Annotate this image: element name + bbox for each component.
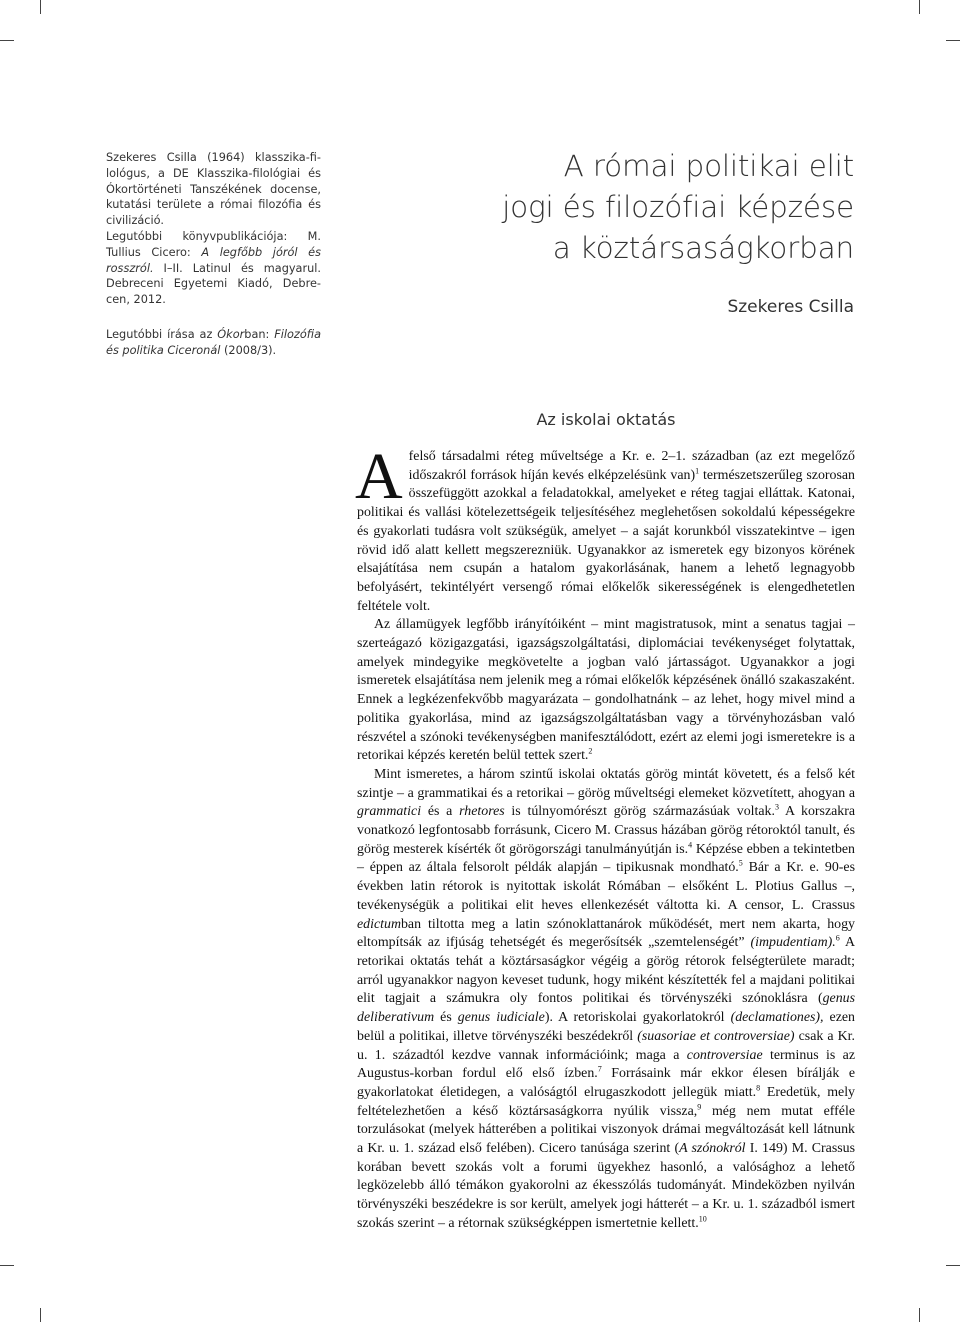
body-text: Bár a Kr. e. 90-es években latin rétorok is nyitottak iskolát Rómában – elsőként L. Plotius Gallus –, tevékenységük a politikai elit heves ellenkezését váltotta ki. A censor, L. Crassus bbox=[357, 860, 855, 913]
body-text: ). A retoriskolai gyakorlatokról bbox=[544, 1010, 731, 1026]
bio-text: I–II. Latinul és magyarul. Debreceni Egyetemi Kiadó, Debre-cen, 2012. bbox=[106, 261, 322, 307]
body-text: I. 149) M. Crassus korában bevett szokás volt a forumi ügyekhez hasonló, a valósághoz a lehető legközelebb álló témákon gyakorolni az ékesszólás tudományát. Mindeközben nyilván törvényszéki beszédekre is sor került, amelyek jogi hátterét – a Kr. u. 1. századból ismert szokás szerint – a rétornak szükségképpen ismertetnie kellett. bbox=[357, 1141, 855, 1231]
latin-term: genus iudiciale bbox=[457, 1010, 545, 1026]
crop-mark bbox=[40, 0, 57, 14]
article-body bbox=[355, 440, 856, 1234]
footnote-ref[interactable]: 4 bbox=[688, 840, 693, 850]
title-line: jogi és filozófiai képzése bbox=[502, 190, 854, 224]
bio-text: Legutóbbi írása az bbox=[106, 327, 213, 341]
body-paragraph bbox=[357, 766, 855, 1234]
crop-mark bbox=[903, 0, 920, 14]
latin-term: edictum bbox=[357, 916, 401, 932]
body-text: A korszakra vonatkozó legfontosabb forrásunk, Cicero M. Crassus házában görög rétoroktól tanult, és görög mesterek kísérték őt görögországi tanulmányútján is. bbox=[357, 804, 856, 857]
body-text: természetszerűleg szorosan összefüggött azokkal a feladatokkal, amelyeket e réteg tagjai elláttak. Katonai, politikai és vallási kötelezettségeik teljesítéséhez meglehetősen sokoldalú képességekre és gyakorlati tudásra volt szükségük, amelyet – a saját korunkból visszatekintve – igen rövid idő alatt kellett megszerezniük. Ugyanakkor az ismeretek egy bizonyos körének elsajátítása nem csupán a hatalom gyakorlásának, hanem a lehető legnagyobb befolyásért, tekintélyért versengő római előkelők sikerességének is elengedhetetlen feltétele volt. bbox=[357, 467, 855, 614]
bio-book-title: A legfőbb jóról és rosszról. bbox=[106, 245, 322, 275]
crop-mark bbox=[0, 40, 14, 57]
crop-mark bbox=[0, 1265, 14, 1282]
title-line: A római politikai elit bbox=[563, 149, 854, 183]
body-text: Eredetük, mely feltételezhetően a késő köztársaságkorra nyúlik vissza, bbox=[357, 1084, 855, 1119]
body-text: és a bbox=[421, 804, 460, 820]
body-text: terminus is az Augustus-korban fordul elő első ízben. bbox=[357, 1047, 855, 1082]
bio-journal: Ókor bbox=[217, 327, 245, 341]
author-bio bbox=[106, 150, 321, 359]
body-text: még nem mutat efféle torzulásokat (melyek hátterében a politikai viszonyok drámai megváltozását kell látnunk a Kr. u. 1. század első felében). Cicero tanúsága szerint ( bbox=[357, 1103, 855, 1157]
footnote-ref[interactable]: 6 bbox=[835, 933, 840, 943]
bio-text: Szekeres Csilla (1964) klasszika-fi-lológus, a DE Klasszika-filológiai és Ókortörténeti Tanszékének docense, kutatási területe a római filozófia és civilizáció. bbox=[106, 151, 321, 228]
bio-text: (2008/3). bbox=[223, 343, 277, 357]
bio-text: ban: bbox=[244, 327, 270, 341]
footnote-ref[interactable]: 1 bbox=[695, 466, 700, 476]
body-paragraph bbox=[357, 616, 855, 766]
body-text: ban tiltotta meg a latin szónoklattanárok működését, mert nem akarta, hogy eltompítsák az ifjúság tehetségét és megerősítsék „szemtelenségét” bbox=[357, 916, 855, 951]
crop-mark bbox=[946, 40, 960, 57]
article-title bbox=[440, 146, 854, 269]
body-text: A retorikai oktatás tehát a köztársaságkor végéig a görög rétorok felségterülete maradt; arról ugyanakkor nagyon keveset tudunk, hogy miként készítették fel a majdani politikai elit tagjait a számukra oly fontos politikai és törvényszéki szónoklásra ( bbox=[357, 935, 855, 1007]
bio-paragraph bbox=[106, 150, 321, 308]
body-text: is túlnyomórészt görög származásúak voltak. bbox=[504, 804, 775, 820]
section-heading: Az iskolai oktatás bbox=[536, 410, 676, 429]
crop-mark bbox=[40, 1308, 57, 1322]
latin-term: rhetores bbox=[459, 804, 505, 820]
latin-term: controversiae bbox=[686, 1047, 763, 1063]
body-text: és bbox=[434, 1010, 458, 1026]
body-text: Képzése ebben a tekintetben – éppen az általa felsorolt példák alapján – tipikusnak mondható. bbox=[357, 841, 855, 876]
body-text: Forrásaink már ekkor élesen bírálják e gyakorlatokat életidegen, a valóságtól elrugaszkodott jellegük miatt. bbox=[357, 1066, 856, 1100]
body-text: Az államügyek legfőbb irányítóiként – mint magistratusok, mint a senatus tagjai – szerteágazó közigazgatási, igazságszolgáltatási, diplomáciai tevékenységet folytattak, amelyek mindegyike megkövetelte a jogban való jártasságot. Ugyanakkor a jogi ismeretek elsajátítása nem jelenik meg a római előkelők képzésének önálló szakaszaként. Ennek a legkézenfekvőbb magyarázata – gondolhatnánk – az lehet, hogy mivel mind a politika gyakorlása, mind az igazságszolgáltatásban vagy a törvényhozásban való részvétel a szónoki tevékenységben manifesztálódott, ezért az elemi jogi ismeretekre is a retorikai képzés keretén belül tettek szert. bbox=[357, 617, 855, 764]
latin-term: (suasoriae et controversiae) bbox=[637, 1028, 795, 1044]
crop-mark bbox=[903, 1308, 920, 1322]
title-line: a köztársaságkorban bbox=[552, 231, 854, 265]
latin-term: (declamationes), bbox=[730, 1010, 824, 1026]
footnote-ref[interactable]: 7 bbox=[597, 1064, 602, 1074]
footnote-ref[interactable]: 2 bbox=[588, 746, 593, 756]
latin-term: grammatici bbox=[357, 804, 422, 820]
drop-cap: A bbox=[355, 440, 403, 513]
body-text: Mint ismeretes, a három szintű iskolai oktatás görög mintát követett, és a felső két szintje – a grammatikai és a retorikai – görög műveltségi elemeket közvetített, ahogyan a bbox=[357, 766, 855, 801]
footnote-ref[interactable]: 9 bbox=[697, 1101, 702, 1111]
body-text: felső társadalmi réteg műveltsége a Kr. e. 2–1. században (az ezt megelőző időszakról források híján kevés elképzelésünk van) bbox=[408, 449, 855, 483]
bio-article-title: Filozófia és politika Ciceronál bbox=[106, 327, 321, 357]
crop-mark bbox=[946, 1265, 960, 1282]
bio-paragraph bbox=[106, 327, 321, 359]
body-paragraph bbox=[355, 440, 855, 616]
footnote-ref[interactable]: 8 bbox=[756, 1083, 761, 1093]
footnote-ref[interactable]: 3 bbox=[774, 802, 779, 812]
latin-term: genus deliberativum bbox=[357, 991, 855, 1026]
body-text: ezen belül a politikai, illetve törvényszéki beszédekről bbox=[357, 1010, 855, 1044]
work-title: A szónokról bbox=[679, 1141, 746, 1157]
latin-term: (impudentiam). bbox=[750, 935, 836, 951]
author-name: Szekeres Csilla bbox=[727, 297, 854, 317]
footnote-ref[interactable]: 5 bbox=[738, 858, 743, 868]
body-text: csak a Kr. u. 1. századtól kezdve vannak információink; maga a bbox=[357, 1028, 855, 1063]
footnote-ref[interactable]: 10 bbox=[698, 1214, 707, 1224]
bio-text: Legutóbbi könyvpublikációja: M. Tullius Cicero: bbox=[106, 229, 321, 259]
